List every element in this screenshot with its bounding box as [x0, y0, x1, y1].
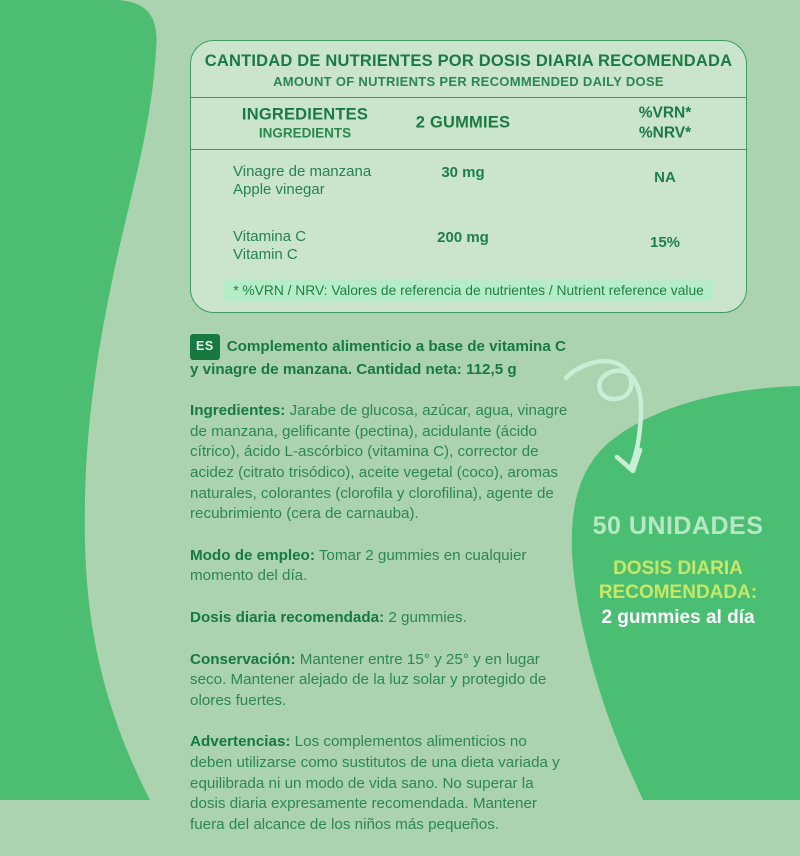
left-blob-shape [0, 0, 157, 800]
header-vrn-es: %VRN* [638, 105, 692, 123]
row-ingredient-name [233, 163, 371, 198]
paragraph-text: Jarabe de glucosa, azúcar, agua, vinagre de manzana, gelificante (pectina), acidulante (ácido cítrico), ácido L-ascórbico (vitamina C), corrector de acidez (citrato trisódico), aceite vegetal (coco), aromas naturales, colorantes (clorofila y clorofilina), agente de recubrimiento (cera de carnauba). [190, 402, 568, 523]
language-badge: ES [190, 334, 220, 360]
table-footnote [191, 280, 746, 301]
footnote-text: * %VRN / NRV: Valores de referencia de nutrientes / Nutrient reference value [224, 280, 713, 301]
paragraph-text: Los complementos alimenticios no deben utilizarse como sustitutos de una dieta variada y equilibrada ni un modo de vida sano. No superar la dosis diaria expresamente recomendada. Mantener fuera del alcance de los niños más pequeños. [190, 733, 560, 833]
header-vrn-en: %NRV* [638, 124, 692, 142]
ingredients-paragraph [190, 401, 570, 525]
paragraph-label: Conservación: [190, 650, 296, 668]
panel-title-es: CANTIDAD DE NUTRIENTES POR DOSIS DIARIA RECOMENDADA [204, 52, 733, 71]
dose-value: 2 gummies al día [601, 607, 755, 628]
table-row [191, 228, 746, 280]
header-ingredients-en: INGREDIENTS [258, 125, 352, 141]
row-amount: 200 mg [437, 229, 489, 246]
panel-title-en: AMOUNT OF NUTRIENTS PER RECOMMENDED DAILY DOSE [273, 74, 664, 90]
units-count: 50 UNIDADES [592, 512, 764, 540]
header-ingredients [242, 106, 368, 141]
warnings-paragraph [190, 732, 570, 835]
paragraph-label: Modo de empleo: [190, 546, 315, 564]
paragraph-label: Advertencias: [190, 733, 291, 751]
ingredient-name-es: Vitamina C [233, 228, 307, 245]
row-vrn-value: 15% [649, 234, 681, 251]
usage-paragraph [190, 546, 570, 587]
intro-paragraph [190, 334, 570, 380]
table-row [191, 163, 746, 215]
paragraph-text: Mantener entre 15° y 25° y en lugar seco. Mantener alejado de la luz solar y protegido de olores fuertes. [190, 650, 547, 709]
ingredient-name-es: Vinagre de manzana [233, 163, 372, 180]
paragraph-text: 2 gummies. [384, 608, 467, 626]
table-header-row [191, 98, 746, 150]
dose-circle-badge [556, 512, 800, 629]
intro-text: Complemento alimenticio a base de vitamina C y vinagre de manzana. Cantidad neta: 112,5 g [190, 338, 566, 378]
ingredient-name-en: Vitamin C [233, 245, 298, 263]
paragraph-label: Ingredientes: [190, 402, 286, 420]
table-body [191, 150, 746, 280]
row-amount: 30 mg [441, 164, 485, 181]
header-vrn [639, 104, 692, 143]
paragraph-label: Dosis diaria recomendada: [190, 608, 385, 626]
header-ingredients-es: INGREDIENTES [241, 105, 369, 124]
nutrition-panel [190, 40, 747, 313]
nutrition-panel-title [191, 41, 746, 98]
row-vrn-value: NA [654, 169, 676, 186]
ingredient-name-en: Apple vinegar [233, 180, 325, 198]
product-info-text [190, 334, 570, 856]
paragraph-text: Tomar 2 gummies en cualquier momento del día. [190, 546, 527, 585]
row-ingredient-name [233, 228, 306, 263]
storage-paragraph [190, 650, 570, 712]
dose-label: DOSIS DIARIA RECOMENDADA: [598, 558, 758, 603]
header-amount: 2 GUMMIES [415, 113, 511, 132]
daily-dose-paragraph [190, 608, 570, 629]
